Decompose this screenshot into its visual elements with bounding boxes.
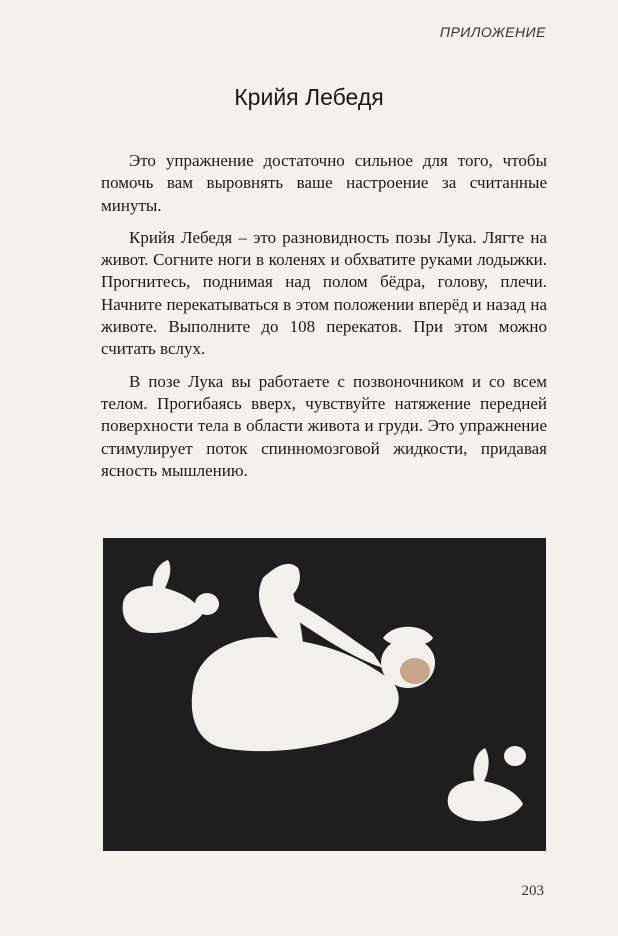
running-head: ПРИЛОЖЕНИЕ bbox=[439, 24, 546, 40]
small-figure-right bbox=[448, 746, 526, 821]
large-figure bbox=[192, 564, 435, 751]
page-title: Крийя Лебедя bbox=[234, 84, 384, 110]
bow-pose-illustration bbox=[103, 538, 546, 851]
large-figure-face bbox=[400, 658, 430, 684]
small-figure-left bbox=[123, 560, 219, 633]
paragraph-3: В позе Лука вы работаете с позвоночником и со всем телом. Прогибаясь вверх, чувствуйте натяжение передней поверхности тела в области живота и груди. Это упражнение стимулирует поток спинномозговой жидкости, придавая ясность мышлению. bbox=[101, 371, 547, 480]
paragraph-1: Это упражнение достаточно сильное для того, чтобы помочь вам выровнять ваше настроение за считанные минуты. bbox=[101, 151, 547, 215]
body-text bbox=[101, 150, 547, 492]
page-number: 203 bbox=[521, 883, 544, 899]
paragraph-2: Крийя Лебедя – это разновидность позы Лука. Лягте на живот. Согните ноги в коленях и обхватите руками лодыжки. Прогнитесь, поднимая над полом бёдра, голову, плечи. Начните перекатываться в этом положении вперёд и назад на животе. Выполните до 108 перекатов. При этом можно считать вслух. bbox=[101, 227, 547, 359]
bow-pose-photo bbox=[103, 538, 546, 851]
